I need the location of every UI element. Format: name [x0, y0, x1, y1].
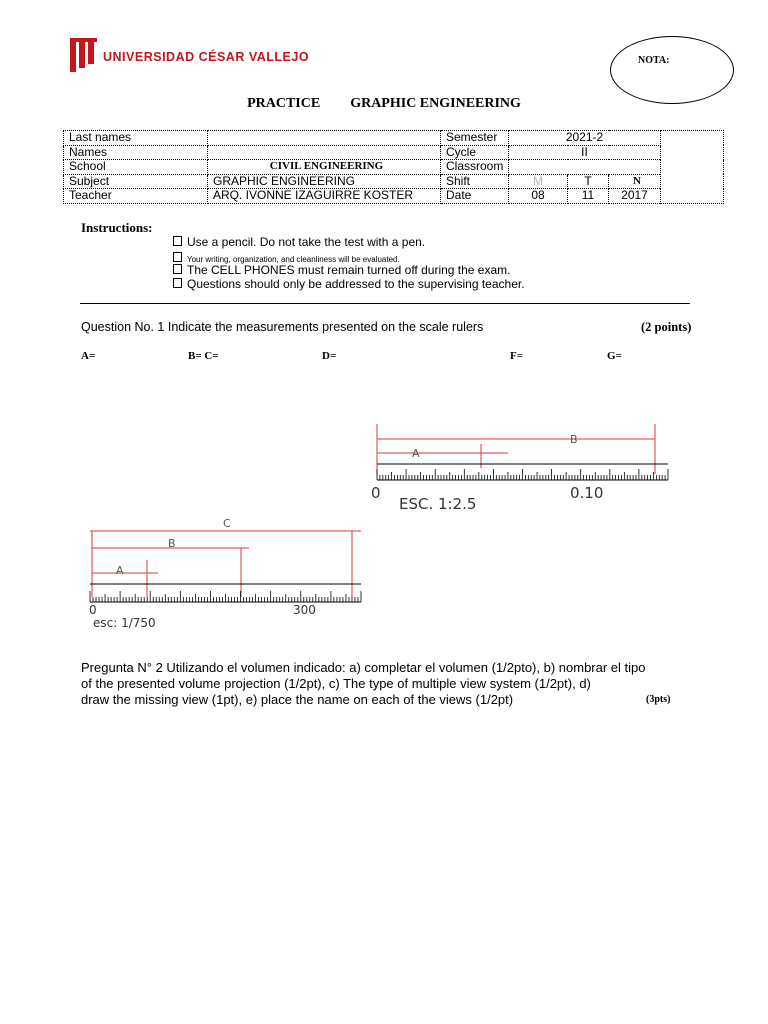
question-2-line-3: draw the missing view (1pt), e) place the name on each of the views (1/2pt) — [81, 692, 514, 707]
university-logo — [70, 38, 310, 74]
table-row — [64, 189, 724, 204]
teacher-value: ARQ. IVONNE IZAGUIRRE KOSTER — [208, 189, 441, 204]
semester-label: Semester — [441, 131, 509, 146]
question-1-points: (2 points) — [641, 320, 692, 334]
empty-cell — [661, 131, 724, 204]
ruler-bottom-dimensions — [90, 531, 361, 597]
last-names-field[interactable] — [208, 131, 441, 146]
shift-label: Shift — [441, 174, 509, 189]
answer-a-label: A= — [81, 350, 96, 362]
ruler-top-scale: ESC. 1:2.5 — [399, 495, 477, 512]
shift-m: M — [509, 174, 568, 189]
teacher-label: Teacher — [64, 189, 208, 204]
scale-ruler-top — [362, 416, 682, 512]
shift-t: T — [568, 174, 609, 189]
title-practice: PRACTICE — [247, 96, 321, 111]
checkbox-icon — [173, 278, 182, 288]
ruler-top-tick-start: 0 — [371, 484, 381, 502]
ruler-bottom-scale: esc: 1/750 — [93, 616, 156, 630]
list-item — [173, 277, 525, 291]
scale-ruler-bottom — [80, 512, 370, 634]
instruction-text: Your writing, organization, and cleanliness will be evaluated. — [187, 255, 400, 264]
grade-ellipse — [610, 36, 734, 104]
table-row — [64, 131, 724, 146]
cycle-value: II — [509, 145, 661, 160]
ruler-bottom-tick-end: 300 — [293, 603, 316, 617]
answer-bc-label: B= C= — [188, 350, 219, 362]
question-2-line-1: Pregunta N° 2 Utilizando el volumen indicado: a) completar el volumen (1/2pto), b) nombrar el tipo — [81, 660, 646, 675]
date-month: 11 — [568, 189, 609, 204]
subject-value: GRAPHIC ENGINEERING — [208, 174, 441, 189]
date-day: 08 — [509, 189, 568, 204]
question-2-line-2: of the presented volume projection (1/2pt), c) The type of multiple view system (1/2pt), d) — [81, 676, 591, 691]
list-item — [173, 263, 510, 277]
names-label: Names — [64, 145, 208, 160]
grade-label: NOTA: — [638, 55, 670, 66]
question-2-points: (3pts) — [646, 694, 671, 705]
answer-d-label: D= — [322, 350, 337, 362]
ruler-top-tick-end: 0.10 — [570, 484, 604, 502]
checkbox-icon — [173, 252, 182, 262]
page-title — [0, 96, 768, 112]
checkbox-icon — [173, 264, 182, 274]
instructions-heading: Instructions: — [81, 220, 153, 235]
ruler-bottom-ticks — [90, 591, 361, 602]
subject-label: Subject — [64, 174, 208, 189]
table-row — [64, 160, 724, 175]
ruler-bottom-label-c: C — [223, 517, 231, 530]
cycle-label: Cycle — [441, 145, 509, 160]
last-names-label: Last names — [64, 131, 208, 146]
ruler-top-ticks — [377, 469, 668, 480]
date-year: 2017 — [609, 189, 661, 204]
instruction-text: Use a pencil. Do not take the test with a pen. — [187, 235, 426, 249]
university-name: UNIVERSIDAD CÉSAR VALLEJO — [103, 50, 310, 64]
title-course: GRAPHIC ENGINEERING — [350, 96, 521, 111]
ruler-bottom-tick-start: 0 — [89, 603, 97, 617]
ruler-bottom-label-b: B — [168, 537, 176, 550]
date-label: Date — [441, 189, 509, 204]
instruction-text: Questions should only be addressed to the supervising teacher. — [187, 277, 525, 291]
answer-g-label: G= — [607, 350, 622, 362]
divider — [80, 303, 690, 304]
student-info-table — [63, 130, 724, 204]
school-label: School — [64, 160, 208, 175]
university-shield-icon — [70, 38, 98, 72]
shift-n: N — [609, 174, 661, 189]
ruler-top-label-a: A — [412, 447, 420, 460]
classroom-field[interactable] — [509, 160, 661, 175]
answer-f-label: F= — [510, 350, 523, 362]
names-field[interactable] — [208, 145, 441, 160]
question-1-text: Question No. 1 Indicate the measurements presented on the scale rulers — [81, 320, 484, 334]
checkbox-icon — [173, 236, 182, 246]
table-row — [64, 145, 724, 160]
ruler-bottom-label-a: A — [116, 564, 124, 577]
instruction-text: The CELL PHONES must remain turned off during the exam. — [187, 263, 511, 277]
school-value: CIVIL ENGINEERING — [208, 160, 441, 175]
classroom-label: Classroom — [441, 160, 509, 175]
ruler-top-label-b: B — [570, 433, 578, 446]
table-row — [64, 174, 724, 189]
list-item — [173, 235, 425, 249]
semester-value: 2021-2 — [509, 131, 661, 146]
